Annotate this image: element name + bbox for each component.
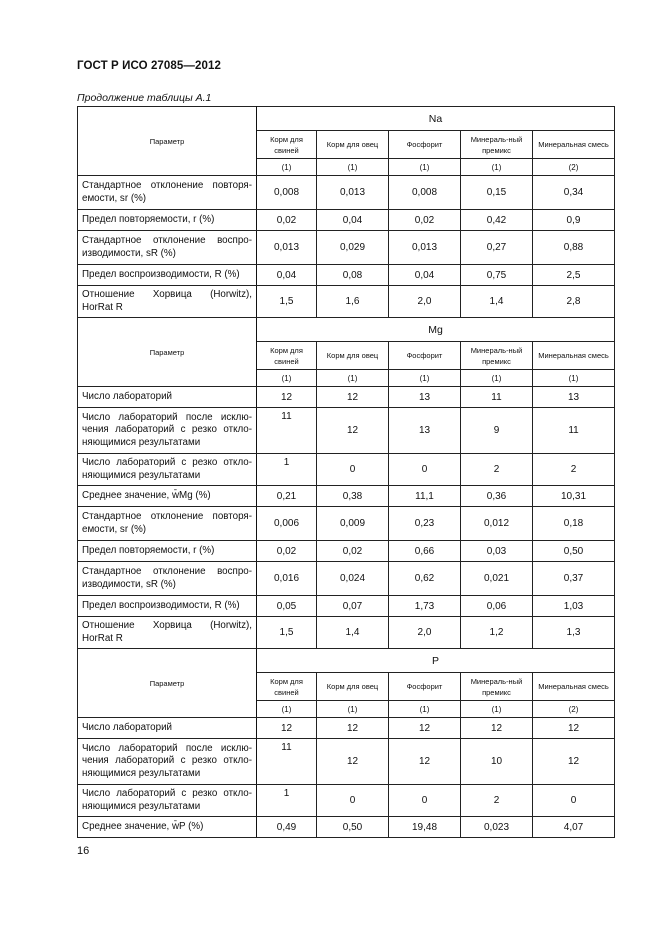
column-header: Минеральная смесь [533,131,615,159]
value-cell: 1 [257,785,317,817]
value-cell: 12 [257,718,317,739]
value-cell: 0,02 [257,210,317,231]
parameter-label: Число лабораторий после исклю-чения лабораторий с резко откло-няющимися результатами [78,739,257,785]
column-header: Корм для овец [317,342,389,370]
value-cell: 0,04 [389,265,461,286]
section-header-row [78,107,615,131]
value-cell: 0,27 [461,231,533,265]
section-header-row [78,649,615,673]
value-cell: 11 [257,739,317,785]
page-number: 16 [77,845,90,857]
param-header: Параметр [78,107,257,176]
value-cell: 0 [533,785,615,817]
value-cell: 2,0 [389,286,461,318]
table-row [78,718,615,739]
value-cell: 0,012 [461,507,533,541]
value-cell: 0,024 [317,562,389,596]
value-cell: 1,5 [257,286,317,318]
value-cell: 0,75 [461,265,533,286]
column-index: (1) [317,701,389,718]
value-cell: 0,006 [257,507,317,541]
element-name: P [257,649,615,673]
value-cell: 12 [317,739,389,785]
value-cell: 4,07 [533,817,615,838]
column-index: (1) [461,370,533,387]
column-header: Фосфорит [389,673,461,701]
column-header: Минераль-ный премикс [461,342,533,370]
parameter-label: Среднее значение, w̄P (%) [78,817,257,838]
column-index: (2) [533,701,615,718]
column-index: (1) [257,701,317,718]
column-index: (1) [389,159,461,176]
value-cell: 0,21 [257,486,317,507]
value-cell: 0,013 [317,176,389,210]
value-cell: 10 [461,739,533,785]
table-row [78,486,615,507]
value-cell: 11,1 [389,486,461,507]
value-cell: 0,008 [389,176,461,210]
value-cell: 0,02 [257,541,317,562]
value-cell: 12 [461,718,533,739]
column-index: (1) [533,370,615,387]
value-cell: 0,88 [533,231,615,265]
value-cell: 0,66 [389,541,461,562]
value-cell: 0,23 [389,507,461,541]
parameter-label: Стандартное отклонение повторя-емости, sr (%) [78,176,257,210]
column-index: (1) [461,701,533,718]
parameter-label: Число лабораторий с резко откло-няющимися результатами [78,785,257,817]
value-cell: 12 [533,739,615,785]
value-cell: 11 [533,408,615,454]
data-table [77,106,615,838]
element-name: Mg [257,318,615,342]
parameter-label: Предел повторяемости, r (%) [78,541,257,562]
value-cell: 1,4 [461,286,533,318]
parameter-label: Число лабораторий после исклю-чения лабораторий с резко откло-няющимися результатами [78,408,257,454]
value-cell: 0,50 [533,541,615,562]
value-cell: 0,34 [533,176,615,210]
value-cell: 13 [389,408,461,454]
table-row [78,265,615,286]
value-cell: 12 [389,739,461,785]
table-row [78,785,615,817]
parameter-label: Предел воспроизводимости, R (%) [78,265,257,286]
column-header: Корм для свиней [257,673,317,701]
parameter-label: Стандартное отклонение повторя-емости, sr (%) [78,507,257,541]
parameter-label: Отношение Хорвица (Horwitz), HorRat R [78,617,257,649]
table-row [78,507,615,541]
value-cell: 2 [461,785,533,817]
value-cell: 1,2 [461,617,533,649]
column-header: Минеральная смесь [533,342,615,370]
value-cell: 0,04 [257,265,317,286]
value-cell: 10,31 [533,486,615,507]
column-header: Минераль-ный премикс [461,131,533,159]
value-cell: 0,50 [317,817,389,838]
value-cell: 0,18 [533,507,615,541]
value-cell: 2 [461,454,533,486]
column-header: Корм для свиней [257,131,317,159]
value-cell: 2,0 [389,617,461,649]
table-row [78,617,615,649]
column-index: (2) [533,159,615,176]
column-index: (1) [317,370,389,387]
parameter-label: Число лабораторий с резко откло-няющимися результатами [78,454,257,486]
value-cell: 0,009 [317,507,389,541]
element-name: Na [257,107,615,131]
table-row [78,562,615,596]
column-index: (1) [389,370,461,387]
value-cell: 0,03 [461,541,533,562]
column-index: (1) [317,159,389,176]
value-cell: 11 [461,387,533,408]
table-row [78,541,615,562]
value-cell: 13 [389,387,461,408]
parameter-label: Стандартное отклонение воспро-изводимости, sR (%) [78,231,257,265]
value-cell: 0,023 [461,817,533,838]
table-row [78,231,615,265]
value-cell: 19,48 [389,817,461,838]
table-row [78,739,615,785]
value-cell: 0,05 [257,596,317,617]
value-cell: 1,6 [317,286,389,318]
param-header: Параметр [78,318,257,387]
value-cell: 0,02 [317,541,389,562]
value-cell: 9 [461,408,533,454]
value-cell: 12 [317,718,389,739]
parameter-label: Среднее значение, w̄Mg (%) [78,486,257,507]
value-cell: 0,38 [317,486,389,507]
parameter-label: Отношение Хорвица (Horwitz), HorRat R [78,286,257,318]
value-cell: 12 [317,387,389,408]
value-cell: 1 [257,454,317,486]
table-caption: Продолжение таблицы А.1 [77,92,212,104]
value-cell: 0 [317,454,389,486]
document-header: ГОСТ Р ИСО 27085—2012 [77,60,222,72]
table-row [78,286,615,318]
value-cell: 1,03 [533,596,615,617]
parameter-label: Число лабораторий [78,718,257,739]
value-cell: 12 [389,718,461,739]
column-header: Корм для свиней [257,342,317,370]
value-cell: 12 [317,408,389,454]
column-header: Минеральная смесь [533,673,615,701]
value-cell: 0,008 [257,176,317,210]
column-index: (1) [461,159,533,176]
value-cell: 11 [257,408,317,454]
value-cell: 0,49 [257,817,317,838]
value-cell: 0 [389,785,461,817]
value-cell: 0,9 [533,210,615,231]
value-cell: 0 [389,454,461,486]
section-header-row [78,318,615,342]
value-cell: 1,5 [257,617,317,649]
table-row [78,408,615,454]
value-cell: 0,02 [389,210,461,231]
value-cell: 0,07 [317,596,389,617]
table-row [78,817,615,838]
column-header: Фосфорит [389,342,461,370]
value-cell: 0,016 [257,562,317,596]
value-cell: 0,06 [461,596,533,617]
column-index: (1) [257,370,317,387]
value-cell: 0,62 [389,562,461,596]
value-cell: 1,73 [389,596,461,617]
value-cell: 0,08 [317,265,389,286]
value-cell: 0,021 [461,562,533,596]
table-row [78,210,615,231]
table-row [78,387,615,408]
column-header: Корм для овец [317,131,389,159]
value-cell: 2,5 [533,265,615,286]
value-cell: 2,8 [533,286,615,318]
column-header: Фосфорит [389,131,461,159]
table-row [78,176,615,210]
value-cell: 0,15 [461,176,533,210]
value-cell: 0,029 [317,231,389,265]
column-index: (1) [257,159,317,176]
param-header: Параметр [78,649,257,718]
column-header: Минераль-ный премикс [461,673,533,701]
value-cell: 1,4 [317,617,389,649]
value-cell: 0,37 [533,562,615,596]
table-row [78,454,615,486]
table-row [78,596,615,617]
parameter-label: Стандартное отклонение воспро-изводимости, sR (%) [78,562,257,596]
value-cell: 12 [257,387,317,408]
parameter-label: Предел повторяемости, r (%) [78,210,257,231]
value-cell: 0,013 [389,231,461,265]
column-index: (1) [389,701,461,718]
value-cell: 1,3 [533,617,615,649]
value-cell: 12 [533,718,615,739]
column-header: Корм для овец [317,673,389,701]
value-cell: 0,36 [461,486,533,507]
value-cell: 13 [533,387,615,408]
value-cell: 2 [533,454,615,486]
value-cell: 0,013 [257,231,317,265]
parameter-label: Число лабораторий [78,387,257,408]
parameter-label: Предел воспроизводимости, R (%) [78,596,257,617]
value-cell: 0,42 [461,210,533,231]
value-cell: 0 [317,785,389,817]
value-cell: 0,04 [317,210,389,231]
